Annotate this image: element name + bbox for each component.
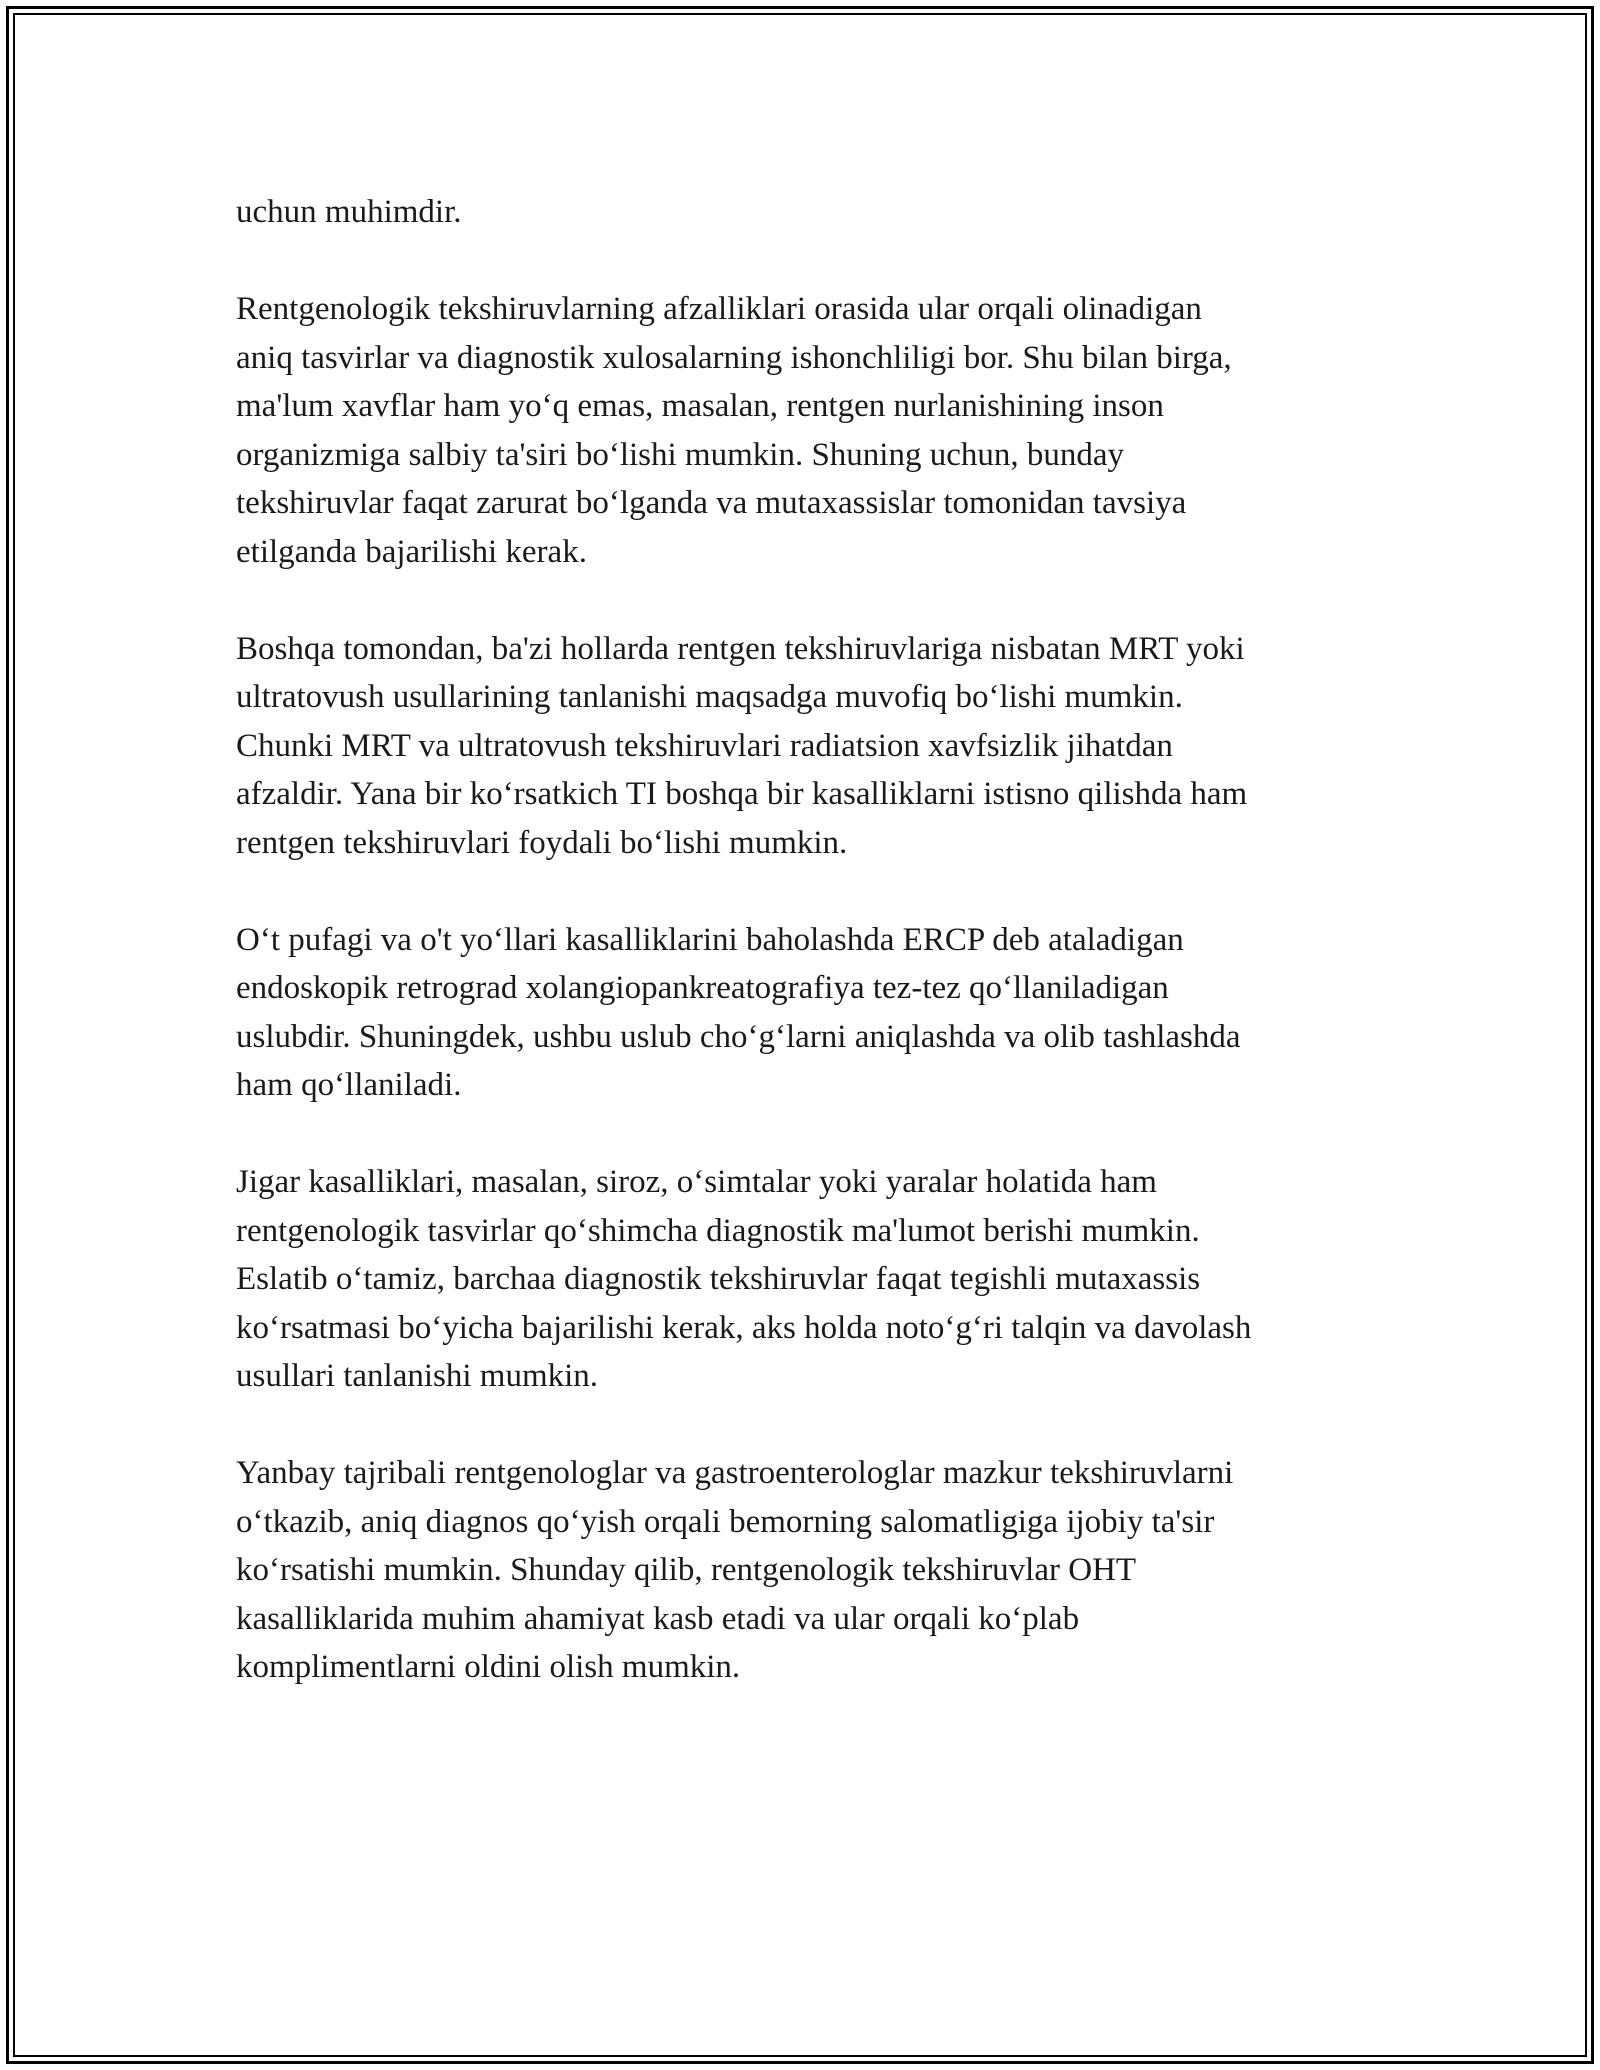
- text-line: kasalliklarida muhim ahamiyat kasb etadi va ular orqali ko‘plab: [236, 1600, 1080, 1637]
- text-line: ham qo‘llaniladi.: [236, 1067, 462, 1103]
- text-line: komplimentlarni oldini olish mumkin.: [236, 1649, 741, 1685]
- text-line: Boshqa tomondan, ba'zi hollarda rentgen tekshiruvlariga nisbatan MRT yoki: [236, 630, 1245, 667]
- text-line: uslubdir. Shuningdek, ushbu uslub cho‘g‘larni aniqlashda va olib tashlashda: [236, 1018, 1241, 1055]
- paragraph-3: [236, 625, 1406, 868]
- document-body: [236, 188, 1406, 1740]
- text-line: o‘tkazib, aniq diagnos qo‘yish orqali bemorning salomatligiga ijobiy ta'sir: [236, 1503, 1215, 1540]
- paragraph-5: [236, 1158, 1406, 1401]
- text-line: tekshiruvlar faqat zarurat bo‘lganda va mutaxassislar tomonidan tavsiya: [236, 485, 1187, 521]
- text-line: ultratovush usullarining tanlanishi maqsadga muvofiq bo‘lishi mumkin.: [236, 679, 1183, 715]
- text-line: afzaldir. Yana bir ko‘rsatkich TI boshqa bir kasalliklarni istisno qilishda ham: [236, 776, 1248, 812]
- text-line: organizmiga salbiy ta'siri bo‘lishi mumkin. Shuning uchun, bunday: [236, 436, 1125, 473]
- text-line: rentgenologik tasvirlar qo‘shimcha diagnostik ma'lumot berishi mumkin.: [236, 1212, 1200, 1249]
- text-line: ko‘rsatishi mumkin. Shunday qilib, rentgenologik tekshiruvlar OHT: [236, 1552, 1137, 1588]
- text-line: usullari tanlanishi mumkin.: [236, 1358, 599, 1394]
- text-line: aniq tasvirlar va diagnostik xulosalarning ishonchliligi bor. Shu bilan birga,: [236, 339, 1232, 376]
- text-line: O‘t pufagi va o't yo‘llari kasalliklarini baholashda ERCP deb ataladigan: [236, 921, 1184, 958]
- text-line: uchun muhimdir.: [236, 194, 462, 230]
- text-line: etilganda bajarilishi kerak.: [236, 533, 587, 570]
- text-line: Chunki MRT va ultratovush tekshiruvlari radiatsion xavfsizlik jihatdan: [236, 727, 1173, 764]
- paragraph-2: [236, 285, 1406, 576]
- text-line: Jigar kasalliklari, masalan, siroz, o‘simtalar yoki yaralar holatida ham: [236, 1164, 1157, 1200]
- text-line: Rentgenologik tekshiruvlarning afzalliklari orasida ular orqali olinadigan: [236, 291, 1202, 327]
- text-line: ko‘rsatmasi bo‘yicha bajarilishi kerak, aks holda noto‘g‘ri talqin va davolash: [236, 1309, 1252, 1346]
- text-line: ma'lum xavflar ham yo‘q emas, masalan, rentgen nurlanishining inson: [236, 388, 1164, 424]
- text-line: Eslatib o‘tamiz, barchaa diagnostik tekshiruvlar faqat tegishli mutaxassis: [236, 1261, 1201, 1297]
- paragraph-6: [236, 1449, 1406, 1692]
- text-line: endoskopik retrograd xolangiopankreatografiya tez-tez qo‘llaniladigan: [236, 970, 1169, 1006]
- paragraph-4: [236, 916, 1406, 1110]
- text-line: rentgen tekshiruvlari foydali bo‘lishi mumkin.: [236, 824, 848, 861]
- text-line: Yanbay tajribali rentgenologlar va gastroenterologlar mazkur tekshiruvlarni: [236, 1455, 1234, 1491]
- paragraph-1: [236, 188, 1406, 237]
